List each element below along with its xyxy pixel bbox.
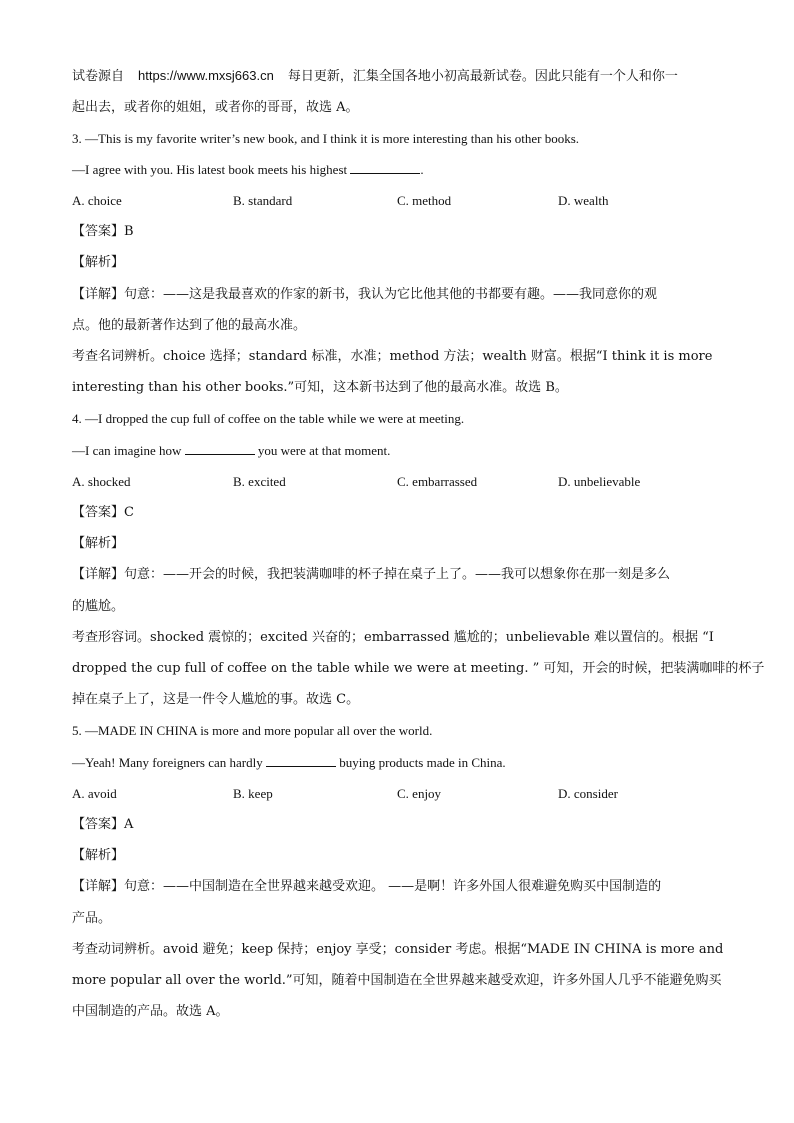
question-5-explanation-line-1: 考查动词辨析。avoid 避免；keep 保持；enjoy 享受；consider 考虑。根据“MADE IN CHINA is more and bbox=[72, 942, 724, 957]
question-3-detail-line-2: 点。他的最新著作达到了他的最高水准。 bbox=[72, 318, 307, 333]
source-url: https://www.mxsj663.cn bbox=[138, 68, 274, 83]
question-3-options bbox=[72, 192, 722, 210]
question-3-blank bbox=[350, 161, 420, 174]
question-3-option-a: A. choice bbox=[72, 193, 122, 208]
intro-continuation: 起出去，或者你的姐姐，或者你的哥哥，故选 A。 bbox=[72, 100, 359, 115]
question-4-response-after: you were at that moment. bbox=[254, 443, 391, 458]
source-prefix: 试卷源自 bbox=[72, 69, 125, 84]
question-3-option-b: B. standard bbox=[233, 193, 293, 208]
question-3-option-c: C. method bbox=[397, 193, 452, 208]
question-4-explanation-line-3: 掉在桌子上了，这是一件令人尴尬的事。故选 C。 bbox=[72, 692, 360, 707]
question-4-blank bbox=[185, 442, 255, 455]
question-5-explanation-line-2: more popular all over the world.”可知，随着中国制造在全世界越来越受欢迎，许多外国人几乎不能避免购买 bbox=[72, 973, 722, 988]
question-5-option-b: B. keep bbox=[233, 786, 273, 801]
question-5-response-after: buying products made in China. bbox=[335, 755, 506, 770]
question-4-options bbox=[72, 473, 722, 491]
question-4-option-c: C. embarrassed bbox=[397, 474, 478, 489]
question-5-explanation-line-3: 中国制造的产品。故选 A。 bbox=[72, 1004, 229, 1019]
question-3-explanation-line-2: interesting than his other books.”可知，这本新书达到了他的最高水准。故选 B。 bbox=[72, 380, 568, 395]
question-4-explanation-line-2: dropped the cup full of coffee on the table while we were at meeting. ” 可知，开会的时候，把装满咖啡的杯子 bbox=[72, 661, 765, 676]
question-4-analysis-label: 【解析】 bbox=[72, 536, 125, 551]
question-5-options bbox=[72, 785, 722, 803]
question-5-response-before: —Yeah! Many foreigners can hardly bbox=[72, 755, 266, 770]
source-line bbox=[72, 67, 722, 86]
question-5-stem: 5. —MADE IN CHINA is more and more popular all over the world. bbox=[72, 723, 433, 738]
question-4-response bbox=[72, 442, 722, 460]
question-5-detail-line-2: 产品。 bbox=[72, 911, 112, 926]
question-4-response-before: —I can imagine how bbox=[72, 443, 185, 458]
question-5-detail-line-1: 【详解】句意：——中国制造在全世界越来越受欢迎。 ——是啊！许多外国人很难避免购买中国制造的 bbox=[72, 879, 662, 894]
question-5-response bbox=[72, 754, 722, 772]
question-4-detail-line-2: 的尴尬。 bbox=[72, 599, 125, 614]
question-3-detail-line-1: 【详解】句意：——这是我最喜欢的作家的新书，我认为它比他其他的书都要有趣。——我同意你的观 bbox=[72, 287, 658, 302]
question-4-detail-line-1: 【详解】句意：——开会的时候，我把装满咖啡的杯子掉在桌子上了。——我可以想象你在那一刻是多么 bbox=[72, 567, 671, 582]
question-5-option-d: D. consider bbox=[558, 786, 618, 801]
question-4-stem: 4. —I dropped the cup full of coffee on the table while we were at meeting. bbox=[72, 411, 465, 426]
question-4-option-b: B. excited bbox=[233, 474, 286, 489]
question-3-analysis-label: 【解析】 bbox=[72, 255, 125, 270]
question-3-response-after: . bbox=[420, 162, 424, 177]
question-5-analysis-label: 【解析】 bbox=[72, 848, 125, 863]
source-suffix: 每日更新，汇集全国各地小初高最新试卷。因此只能有一个人和你一 bbox=[287, 69, 678, 84]
question-3-response bbox=[72, 161, 722, 179]
question-3-option-d: D. wealth bbox=[558, 193, 609, 208]
question-5-option-a: A. avoid bbox=[72, 786, 117, 801]
question-5-option-c: C. enjoy bbox=[397, 786, 442, 801]
question-3-answer: 【答案】B bbox=[72, 224, 134, 239]
question-3-explanation-line-1: 考查名词辨析。choice 选择；standard 标准，水准；method 方法；wealth 财富。根据“I think it is more bbox=[72, 349, 713, 364]
question-4-explanation-line-1: 考查形容词。shocked 震惊的；excited 兴奋的；embarrassed 尴尬的；unbelievable 难以置信的。根据 “I bbox=[72, 630, 714, 645]
question-3-response-before: —I agree with you. His latest book meets his highest bbox=[72, 162, 351, 177]
question-4-answer: 【答案】C bbox=[72, 505, 134, 520]
question-3-stem: 3. —This is my favorite writer’s new book, and I think it is more interesting than his other books. bbox=[72, 131, 580, 146]
question-4-option-d: D. unbelievable bbox=[558, 474, 641, 489]
question-4-option-a: A. shocked bbox=[72, 474, 131, 489]
question-5-answer: 【答案】A bbox=[72, 817, 134, 832]
question-5-blank bbox=[266, 754, 336, 767]
